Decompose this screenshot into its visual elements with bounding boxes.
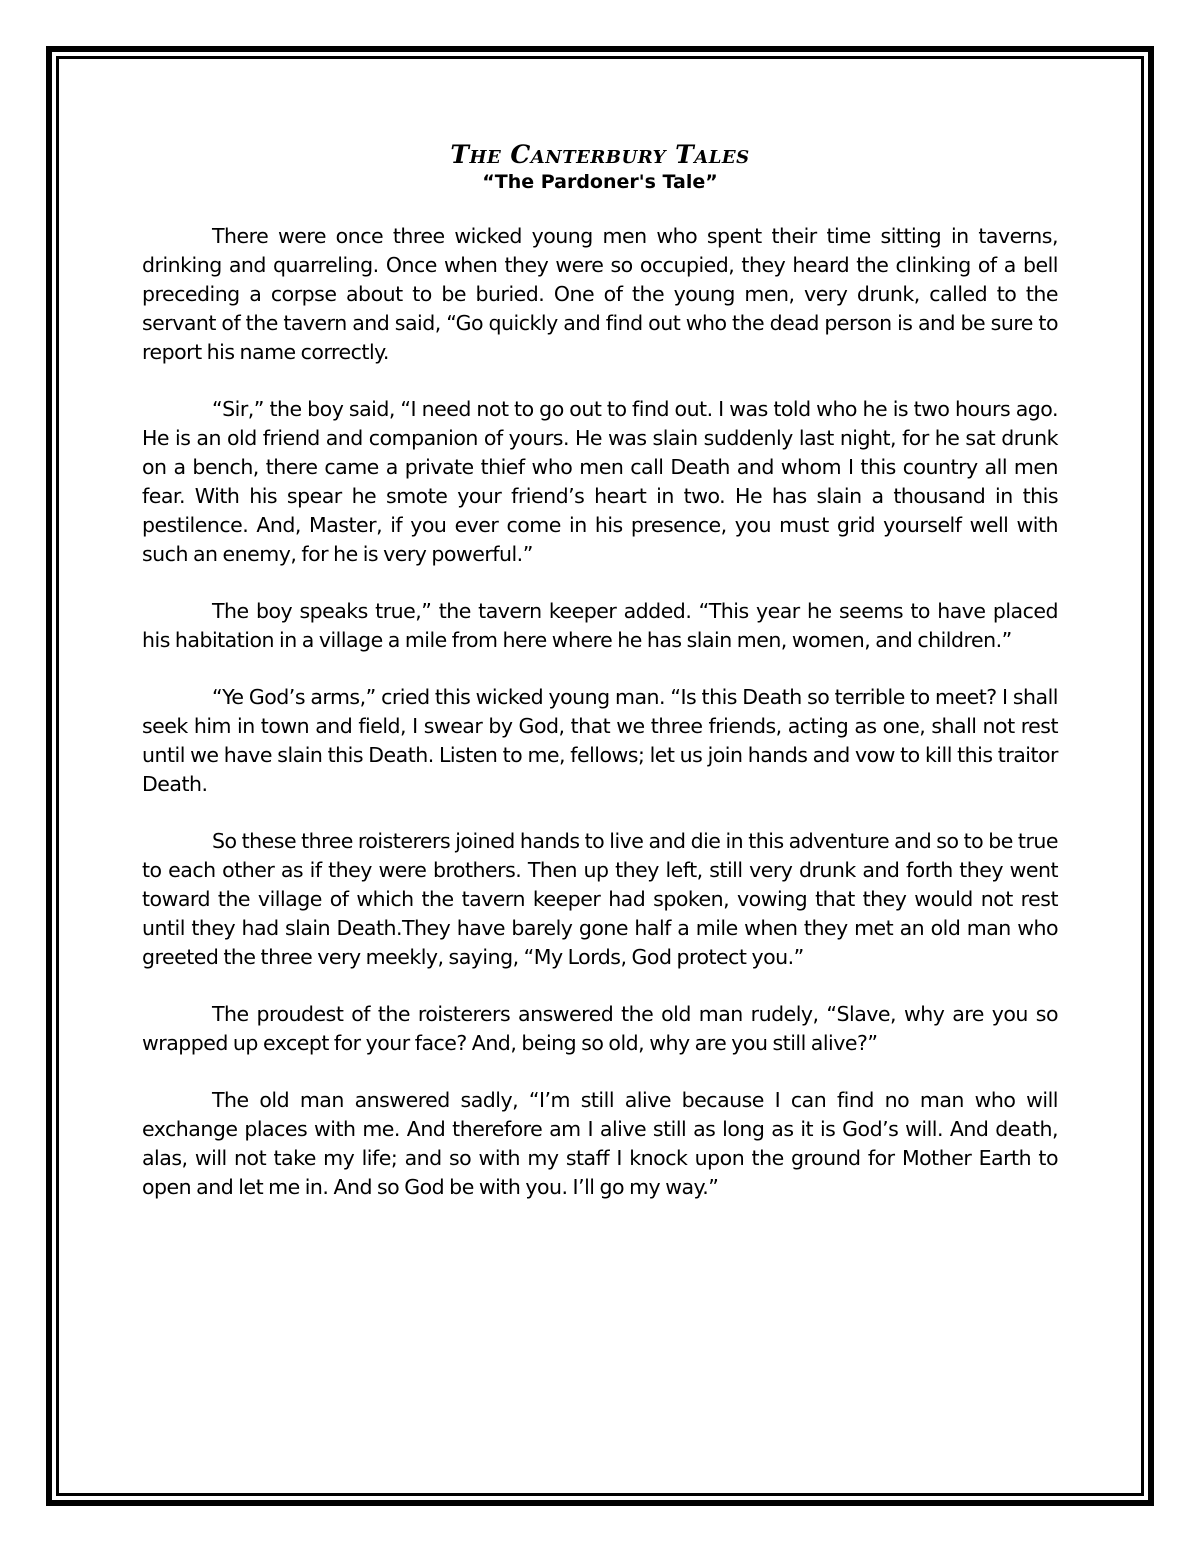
paragraph-4: “Ye God’s arms,” cried this wicked young man. “Is this Death so terrible to meet? I shall seek him in town and field, I swear by God, that we three friends, acting as one, shall not rest until we have slain this Death. Listen to me, fellows; let us join hands and vow to kill this traitor Death. xyxy=(142,685,1058,796)
paragraph-5: So these three roisterers joined hands to live and die in this adventure and so to be true to each other as if they were brothers. Then up they left, still very drunk and forth they went toward the village of which the tavern keeper had spoken, vowing that they would not rest until they had slain Death.They have barely gone half a mile when they met an old man who greeted the three very meekly, saying, “My Lords, God protect you.” xyxy=(142,829,1058,969)
paragraph-2: “Sir,” the boy said, “I need not to go out to find out. I was told who he is two hours ago. He is an old friend and companion of yours. He was slain suddenly last night, for he sat drunk on a bench, there came a private thief who men call Death and whom I this country all men fear. With his spear he smote your friend’s heart in two. He has slain a thousand in this pestilence. And, Master, if you ever come in his presence, you must grid yourself well with such an enemy, for he is very powerful.” xyxy=(142,397,1058,566)
paragraph-3: The boy speaks true,” the tavern keeper added. “This year he seems to have placed his habitation in a village a mile from here where he has slain men, women, and children.” xyxy=(142,599,1058,652)
paragraph-1: There were once three wicked young men who spent their time sitting in taverns, drinking and quarreling. Once when they were so occupied, they heard the clinking of a bell preceding a corpse about to be buried. One of the young men, very drunk, called to the servant of the tavern and said, “Go quickly and find out who the dead person is and be sure to report his name correctly. xyxy=(142,224,1058,364)
document-body xyxy=(142,140,1058,1230)
paragraph-6: The proudest of the roisterers answered the old man rudely, “Slave, why are you so wrapped up except for your face? And, being so old, why are you still alive?” xyxy=(142,1002,1058,1055)
paragraph-7: The old man answered sadly, “I’m still alive because I can find no man who will exchange places with me. And therefore am I alive still as long as it is God’s will. And death, alas, will not take my life; and so with my staff I knock upon the ground for Mother Earth to open and let me in. And so God be with you. I’ll go my way.” xyxy=(142,1088,1058,1199)
document-title: The Canterbury Tales xyxy=(450,140,750,169)
document-subtitle: “The Pardoner's Tale” xyxy=(482,171,718,193)
